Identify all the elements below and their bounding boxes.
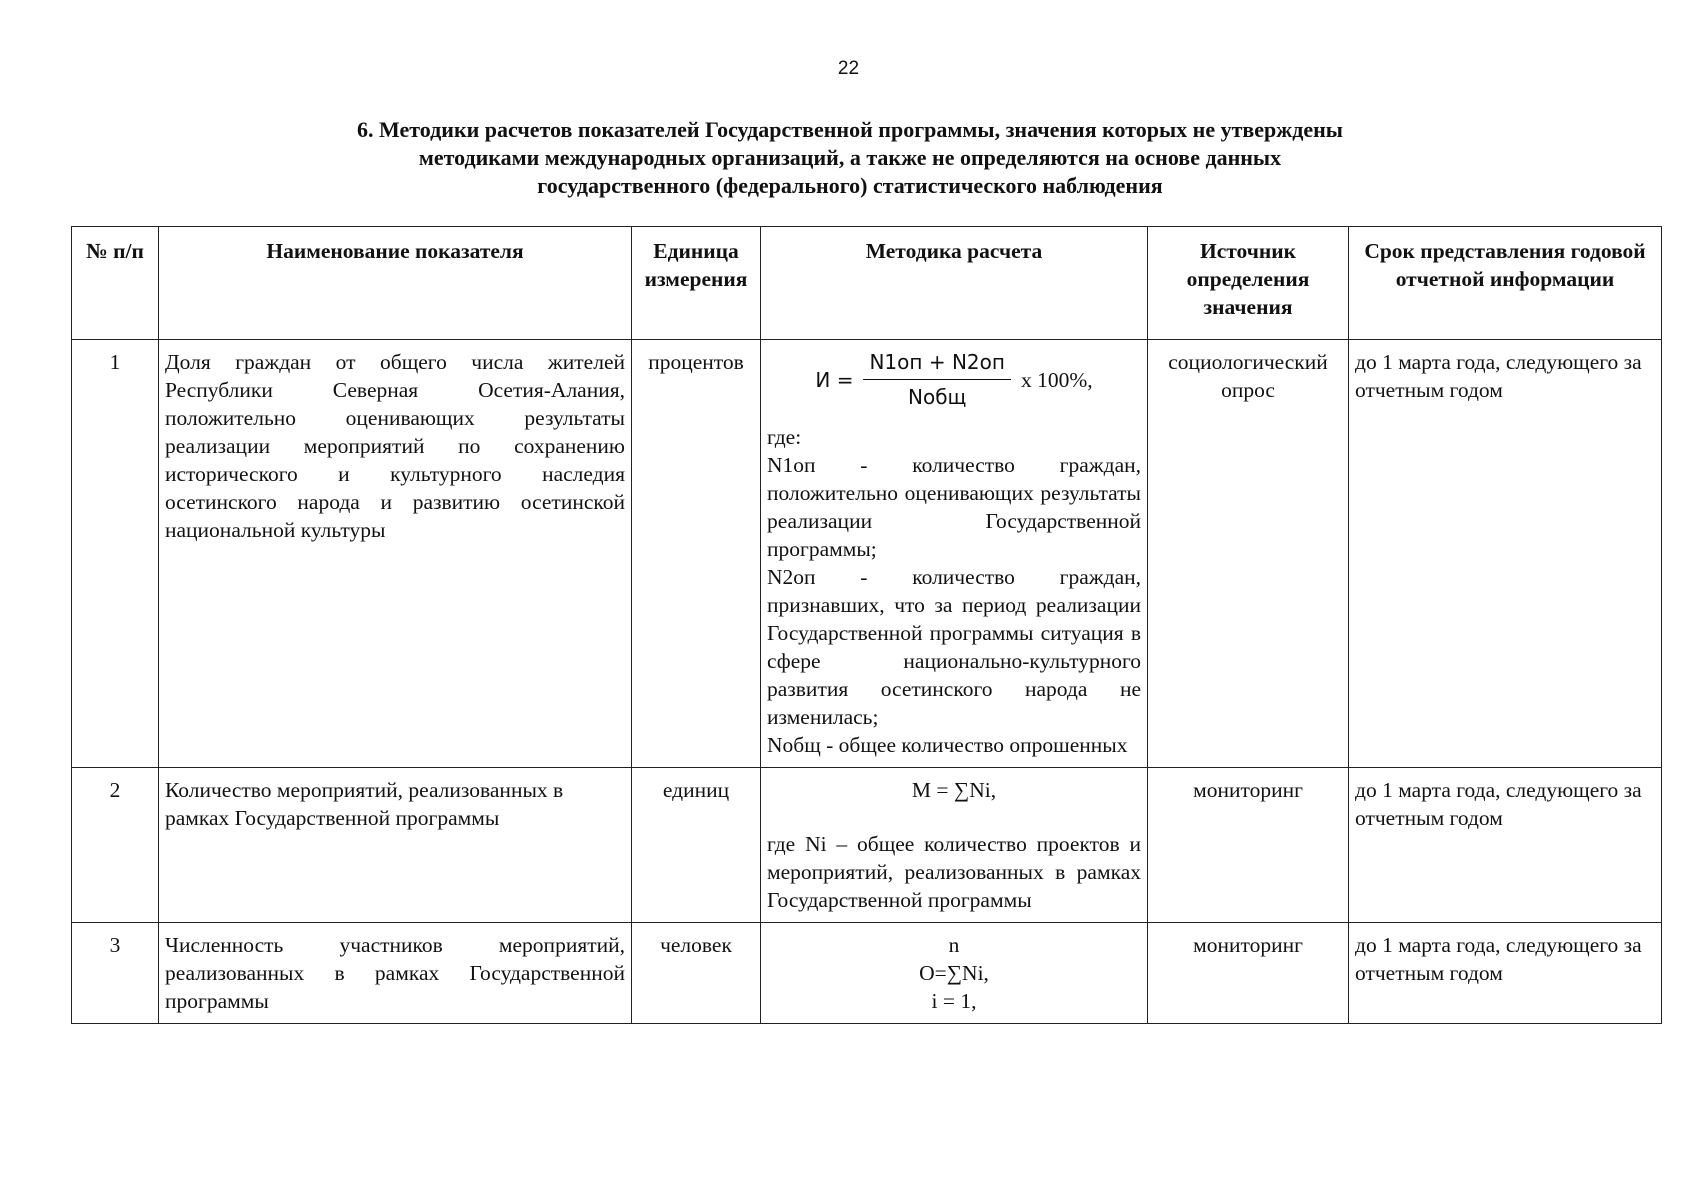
header-source: Источник определения значения [1148,227,1349,340]
formula-denominator: Nобщ [908,385,967,409]
table-header-row [72,227,1662,340]
methods-table [71,226,1662,1024]
title-line-3: государственного (федерального) статистического наблюдения [537,173,1163,198]
row-num: 1 [72,340,159,768]
formula-numerator: N1оп + N2оп [863,348,1010,380]
source: мониторинг [1148,923,1349,1024]
formula [767,348,1141,411]
deadline: до 1 марта года, следующего за отчетным годом [1349,923,1662,1024]
title-line-1: 6. Методики расчетов показателей Государственной программы, значения которых не утверждены [357,117,1343,142]
formula-line: О=∑Ni, [919,961,989,985]
definition: N1оп - количество граждан, положительно оценивающих результаты реализации Государственной программы; [767,453,1141,561]
indicator-name: Доля граждан от общего числа жителей Республики Северная Осетия-Алания, положительно оценивающих результаты реализации мероприятий по сохранению исторического и культурного наследия осетинского народа и развитию осетинской национальной культуры [159,340,632,768]
method-cell [761,768,1148,923]
unit: человек [632,923,761,1024]
formula-line: i = 1, [931,989,977,1013]
unit: процентов [632,340,761,768]
table-row [72,768,1662,923]
header-num: № п/п [72,227,159,340]
row-num: 3 [72,923,159,1024]
title-line-2: методиками международных организаций, а также не определяются на основе данных [418,145,1282,170]
source: социологический опрос [1148,340,1349,768]
table-row [72,923,1662,1024]
formula-tail: х 100%, [1020,367,1093,392]
header-deadline: Срок представления годовой отчетной информации [1349,227,1662,340]
header-unit: Единица измерения [632,227,761,340]
deadline: до 1 марта года, следующего за отчетным годом [1349,768,1662,923]
method-cell [761,923,1148,1024]
deadline: до 1 марта года, следующего за отчетным годом [1349,340,1662,768]
formula-fraction [863,348,1010,411]
formula-explanation: где Ni – общее количество проектов и мероприятий, реализованных в рамках Государственной программы [767,832,1141,912]
unit: единиц [632,768,761,923]
indicator-name: Количество мероприятий, реализованных в рамках Государственной программы [159,768,632,923]
formula-line: n [948,933,960,957]
table-row [72,340,1662,768]
header-method: Методика расчета [761,227,1148,340]
definition: N2оп - количество граждан, признавших, что за период реализации Государственной программы ситуация в сфере национально-культурного развития осетинского народа не изменилась; [767,565,1141,729]
page-number: 22 [837,58,860,79]
definition: Nобщ - общее количество опрошенных [767,733,1128,757]
formula: М = ∑Ni, [911,778,997,802]
row-num: 2 [72,768,159,923]
section-title [150,116,1550,200]
header-name: Наименование показателя [159,227,632,340]
method-cell [761,340,1148,768]
where-label: где: [767,425,802,449]
indicator-name: Численность участников мероприятий, реализованных в рамках Государственной программы [159,923,632,1024]
formula-lhs: И = [815,367,854,392]
source: мониторинг [1148,768,1349,923]
